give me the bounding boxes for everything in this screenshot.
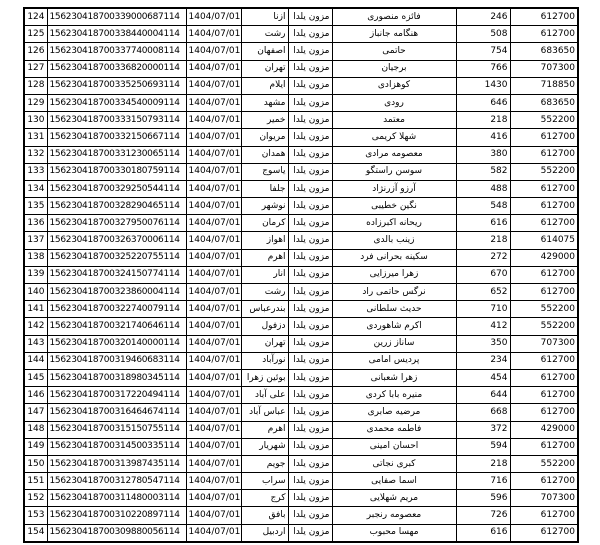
quantity-cell: 350 <box>456 335 510 352</box>
city-cell: انار <box>241 266 288 283</box>
row-number-cell: 136 <box>24 215 47 232</box>
quantity-cell: 380 <box>456 146 510 163</box>
person-name-cell: حدیث سلطانی <box>332 301 456 318</box>
person-name-cell: معتمد <box>332 112 456 129</box>
row-number-cell: 125 <box>24 26 47 43</box>
city-cell: رشت <box>241 284 288 301</box>
amount-cell: 683650 <box>510 43 578 60</box>
tracking-id-cell: 156230418700317220494114 <box>47 387 186 404</box>
tracking-id-cell: 156230418700339000687114 <box>47 8 186 26</box>
date-cell: 1404/07/01 <box>186 232 241 249</box>
tracking-id-cell: 156230418700331230065114 <box>47 146 186 163</box>
person-name-cell: منیره بابا کردی <box>332 387 456 404</box>
tracking-id-cell: 156230418700335250693114 <box>47 77 186 94</box>
shop-name-cell: مزون یلدا <box>288 404 332 421</box>
shop-name-cell: مزون یلدا <box>288 438 332 455</box>
table-row <box>24 180 578 197</box>
shop-name-cell: مزون یلدا <box>288 215 332 232</box>
tracking-id-cell: 156230418700333150793114 <box>47 112 186 129</box>
table-row <box>24 112 578 129</box>
amount-cell: 612700 <box>510 284 578 301</box>
quantity-cell: 488 <box>456 180 510 197</box>
tracking-id-cell: 156230418700315150755114 <box>47 421 186 438</box>
city-cell: تهران <box>241 335 288 352</box>
tracking-id-cell: 156230418700320140000114 <box>47 335 186 352</box>
table-row <box>24 524 578 542</box>
quantity-cell: 372 <box>456 421 510 438</box>
city-cell: اصفهان <box>241 43 288 60</box>
date-cell: 1404/07/01 <box>186 215 241 232</box>
report-table <box>23 7 579 543</box>
amount-cell: 612700 <box>510 266 578 283</box>
person-name-cell: کبری نجاتی <box>332 455 456 472</box>
quantity-cell: 548 <box>456 198 510 215</box>
table-row <box>24 473 578 490</box>
quantity-cell: 646 <box>456 94 510 111</box>
table-row <box>24 284 578 301</box>
shop-name-cell: مزون یلدا <box>288 473 332 490</box>
tracking-id-cell: 156230418700327950076114 <box>47 215 186 232</box>
amount-cell: 552200 <box>510 163 578 180</box>
city-cell: یاسوج <box>241 163 288 180</box>
tracking-id-cell: 156230418700332150667114 <box>47 129 186 146</box>
tracking-id-cell: 156230418700310220897114 <box>47 507 186 524</box>
date-cell: 1404/07/01 <box>186 266 241 283</box>
person-name-cell: ریحانه اکبرزاده <box>332 215 456 232</box>
quantity-cell: 716 <box>456 473 510 490</box>
table-row <box>24 490 578 507</box>
row-number-cell: 127 <box>24 60 47 77</box>
person-name-cell: مرضیه صابری <box>332 404 456 421</box>
row-number-cell: 132 <box>24 146 47 163</box>
person-name-cell: زینب بالدی <box>332 232 456 249</box>
row-number-cell: 131 <box>24 129 47 146</box>
amount-cell: 612700 <box>510 387 578 404</box>
tracking-id-cell: 156230418700322740079114 <box>47 301 186 318</box>
amount-cell: 552200 <box>510 455 578 472</box>
city-cell: ایلام <box>241 77 288 94</box>
table-row <box>24 404 578 421</box>
shop-name-cell: مزون یلدا <box>288 129 332 146</box>
row-number-cell: 152 <box>24 490 47 507</box>
amount-cell: 612700 <box>510 180 578 197</box>
amount-cell: 612700 <box>510 8 578 26</box>
amount-cell: 612700 <box>510 352 578 369</box>
row-number-cell: 154 <box>24 524 47 542</box>
quantity-cell: 710 <box>456 301 510 318</box>
tracking-id-cell: 156230418700309880056114 <box>47 524 186 542</box>
person-name-cell: ساناز زرین <box>332 335 456 352</box>
quantity-cell: 670 <box>456 266 510 283</box>
amount-cell: 683650 <box>510 94 578 111</box>
quantity-cell: 754 <box>456 43 510 60</box>
amount-cell: 612700 <box>510 146 578 163</box>
person-name-cell: معصومه مرادی <box>332 146 456 163</box>
city-cell: ازنا <box>241 8 288 26</box>
person-name-cell: معصومه رنجبر <box>332 507 456 524</box>
shop-name-cell: مزون یلدا <box>288 369 332 386</box>
city-cell: شهریار <box>241 438 288 455</box>
tracking-id-cell: 156230418700313987435114 <box>47 455 186 472</box>
person-name-cell: فائزه منصوری <box>332 8 456 26</box>
amount-cell: 612700 <box>510 438 578 455</box>
row-number-cell: 128 <box>24 77 47 94</box>
tracking-id-cell: 156230418700330180759114 <box>47 163 186 180</box>
date-cell: 1404/07/01 <box>186 421 241 438</box>
person-name-cell: فاطمه محمدی <box>332 421 456 438</box>
row-number-cell: 144 <box>24 352 47 369</box>
date-cell: 1404/07/01 <box>186 146 241 163</box>
table-row <box>24 335 578 352</box>
row-number-cell: 124 <box>24 8 47 26</box>
table-row <box>24 232 578 249</box>
tracking-id-cell: 156230418700321740646114 <box>47 318 186 335</box>
quantity-cell: 246 <box>456 8 510 26</box>
person-name-cell: هنگامه جانباز <box>332 26 456 43</box>
quantity-cell: 218 <box>456 112 510 129</box>
tracking-id-cell: 156230418700324150774114 <box>47 266 186 283</box>
date-cell: 1404/07/01 <box>186 163 241 180</box>
city-cell: کرمان <box>241 215 288 232</box>
tracking-id-cell: 156230418700328290465114 <box>47 198 186 215</box>
quantity-cell: 412 <box>456 318 510 335</box>
tracking-id-cell: 156230418700337740008114 <box>47 43 186 60</box>
amount-cell: 612700 <box>510 369 578 386</box>
date-cell: 1404/07/01 <box>186 180 241 197</box>
row-number-cell: 130 <box>24 112 47 129</box>
person-name-cell: زهرا میرزایی <box>332 266 456 283</box>
quantity-cell: 596 <box>456 490 510 507</box>
table-row <box>24 26 578 43</box>
tracking-id-cell: 156230418700326370006114 <box>47 232 186 249</box>
date-cell: 1404/07/01 <box>186 26 241 43</box>
city-cell: تهران <box>241 60 288 77</box>
table-row <box>24 77 578 94</box>
city-cell: جلفا <box>241 180 288 197</box>
amount-cell: 707300 <box>510 490 578 507</box>
city-cell: عباس آباد <box>241 404 288 421</box>
city-cell: علی آباد <box>241 387 288 404</box>
quantity-cell: 234 <box>456 352 510 369</box>
quantity-cell: 1430 <box>456 77 510 94</box>
row-number-cell: 135 <box>24 198 47 215</box>
shop-name-cell: مزون یلدا <box>288 43 332 60</box>
amount-cell: 612700 <box>510 507 578 524</box>
date-cell: 1404/07/01 <box>186 507 241 524</box>
shop-name-cell: مزون یلدا <box>288 232 332 249</box>
row-number-cell: 137 <box>24 232 47 249</box>
shop-name-cell: مزون یلدا <box>288 524 332 542</box>
city-cell: نورآباد <box>241 352 288 369</box>
shop-name-cell: مزون یلدا <box>288 249 332 266</box>
city-cell: بافق <box>241 507 288 524</box>
amount-cell: 612700 <box>510 129 578 146</box>
date-cell: 1404/07/01 <box>186 94 241 111</box>
shop-name-cell: مزون یلدا <box>288 8 332 26</box>
quantity-cell: 652 <box>456 284 510 301</box>
row-number-cell: 140 <box>24 284 47 301</box>
amount-cell: 612700 <box>510 215 578 232</box>
city-cell: بندرعباس <box>241 301 288 318</box>
shop-name-cell: مزون یلدا <box>288 318 332 335</box>
shop-name-cell: مزون یلدا <box>288 490 332 507</box>
date-cell: 1404/07/01 <box>186 455 241 472</box>
row-number-cell: 134 <box>24 180 47 197</box>
person-name-cell: احسان امینی <box>332 438 456 455</box>
person-name-cell: مهسا محبوب <box>332 524 456 542</box>
city-cell: اردبیل <box>241 524 288 542</box>
city-cell: همدان <box>241 146 288 163</box>
amount-cell: 612700 <box>510 404 578 421</box>
tracking-id-cell: 156230418700314500335114 <box>47 438 186 455</box>
amount-cell: 612700 <box>510 473 578 490</box>
city-cell: مشهد <box>241 94 288 111</box>
row-number-cell: 133 <box>24 163 47 180</box>
date-cell: 1404/07/01 <box>186 284 241 301</box>
shop-name-cell: مزون یلدا <box>288 352 332 369</box>
city-cell: اهواز <box>241 232 288 249</box>
person-name-cell: مریم شهلایی <box>332 490 456 507</box>
city-cell: خمیر <box>241 112 288 129</box>
table-row <box>24 369 578 386</box>
table-row <box>24 352 578 369</box>
table-row <box>24 94 578 111</box>
quantity-cell: 594 <box>456 438 510 455</box>
shop-name-cell: مزون یلدا <box>288 284 332 301</box>
person-name-cell: سکینه بحرانی فرد <box>332 249 456 266</box>
city-cell: رشت <box>241 26 288 43</box>
table-row <box>24 43 578 60</box>
shop-name-cell: مزون یلدا <box>288 77 332 94</box>
tracking-id-cell: 156230418700336820000114 <box>47 60 186 77</box>
city-cell: دزفول <box>241 318 288 335</box>
city-cell: نوشهر <box>241 198 288 215</box>
quantity-cell: 726 <box>456 507 510 524</box>
tracking-id-cell: 156230418700334540009114 <box>47 94 186 111</box>
shop-name-cell: مزون یلدا <box>288 387 332 404</box>
table-row <box>24 421 578 438</box>
shop-name-cell: مزون یلدا <box>288 455 332 472</box>
shop-name-cell: مزون یلدا <box>288 146 332 163</box>
quantity-cell: 416 <box>456 129 510 146</box>
person-name-cell: سوسن راستگو <box>332 163 456 180</box>
amount-cell: 552200 <box>510 112 578 129</box>
amount-cell: 429000 <box>510 421 578 438</box>
row-number-cell: 146 <box>24 387 47 404</box>
tracking-id-cell: 156230418700311480003114 <box>47 490 186 507</box>
table-row <box>24 438 578 455</box>
table-row <box>24 163 578 180</box>
date-cell: 1404/07/01 <box>186 490 241 507</box>
shop-name-cell: مزون یلدا <box>288 163 332 180</box>
person-name-cell: حاتمی <box>332 43 456 60</box>
row-number-cell: 147 <box>24 404 47 421</box>
tracking-id-cell: 156230418700329250544114 <box>47 180 186 197</box>
quantity-cell: 616 <box>456 524 510 542</box>
date-cell: 1404/07/01 <box>186 369 241 386</box>
amount-cell: 614075 <box>510 232 578 249</box>
city-cell: سراب <box>241 473 288 490</box>
person-name-cell: پردیس امامی <box>332 352 456 369</box>
shop-name-cell: مزون یلدا <box>288 301 332 318</box>
tracking-id-cell: 156230418700316464674114 <box>47 404 186 421</box>
city-cell: اهرم <box>241 249 288 266</box>
date-cell: 1404/07/01 <box>186 43 241 60</box>
shop-name-cell: مزون یلدا <box>288 26 332 43</box>
date-cell: 1404/07/01 <box>186 524 241 542</box>
date-cell: 1404/07/01 <box>186 352 241 369</box>
date-cell: 1404/07/01 <box>186 335 241 352</box>
amount-cell: 429000 <box>510 249 578 266</box>
amount-cell: 552200 <box>510 318 578 335</box>
shop-name-cell: مزون یلدا <box>288 507 332 524</box>
row-number-cell: 151 <box>24 473 47 490</box>
quantity-cell: 508 <box>456 26 510 43</box>
table-row <box>24 146 578 163</box>
amount-cell: 612700 <box>510 198 578 215</box>
table-row <box>24 198 578 215</box>
date-cell: 1404/07/01 <box>186 387 241 404</box>
row-number-cell: 142 <box>24 318 47 335</box>
amount-cell: 707300 <box>510 335 578 352</box>
tracking-id-cell: 156230418700338440004114 <box>47 26 186 43</box>
tracking-id-cell: 156230418700312780547114 <box>47 473 186 490</box>
person-name-cell: اکرم شاهوردی <box>332 318 456 335</box>
amount-cell: 718850 <box>510 77 578 94</box>
amount-cell: 707300 <box>510 60 578 77</box>
table-row <box>24 129 578 146</box>
date-cell: 1404/07/01 <box>186 318 241 335</box>
tracking-id-cell: 156230418700319460683114 <box>47 352 186 369</box>
row-number-cell: 143 <box>24 335 47 352</box>
row-number-cell: 141 <box>24 301 47 318</box>
date-cell: 1404/07/01 <box>186 198 241 215</box>
person-name-cell: شهلا کریمی <box>332 129 456 146</box>
shop-name-cell: مزون یلدا <box>288 94 332 111</box>
shop-name-cell: مزون یلدا <box>288 335 332 352</box>
row-number-cell: 149 <box>24 438 47 455</box>
person-name-cell: نرگس حاتمی راد <box>332 284 456 301</box>
table-row <box>24 507 578 524</box>
tracking-id-cell: 156230418700325220755114 <box>47 249 186 266</box>
date-cell: 1404/07/01 <box>186 301 241 318</box>
date-cell: 1404/07/01 <box>186 112 241 129</box>
quantity-cell: 616 <box>456 215 510 232</box>
shop-name-cell: مزون یلدا <box>288 60 332 77</box>
table-row <box>24 455 578 472</box>
shop-name-cell: مزون یلدا <box>288 180 332 197</box>
person-name-cell: اسما صفایی <box>332 473 456 490</box>
quantity-cell: 582 <box>456 163 510 180</box>
amount-cell: 612700 <box>510 524 578 542</box>
date-cell: 1404/07/01 <box>186 60 241 77</box>
date-cell: 1404/07/01 <box>186 8 241 26</box>
quantity-cell: 272 <box>456 249 510 266</box>
shop-name-cell: مزون یلدا <box>288 421 332 438</box>
date-cell: 1404/07/01 <box>186 129 241 146</box>
person-name-cell: آرزو آزرنژاد <box>332 180 456 197</box>
person-name-cell: نگین خطیبی <box>332 198 456 215</box>
date-cell: 1404/07/01 <box>186 438 241 455</box>
table-row <box>24 318 578 335</box>
date-cell: 1404/07/01 <box>186 404 241 421</box>
city-cell: مریوان <box>241 129 288 146</box>
table-row <box>24 387 578 404</box>
row-number-cell: 138 <box>24 249 47 266</box>
city-cell: اهرم <box>241 421 288 438</box>
person-name-cell: کوهزادی <box>332 77 456 94</box>
city-cell: کرج <box>241 490 288 507</box>
row-number-cell: 129 <box>24 94 47 111</box>
person-name-cell: برجیان <box>332 60 456 77</box>
table-row <box>24 215 578 232</box>
tracking-id-cell: 156230418700318980345114 <box>47 369 186 386</box>
quantity-cell: 766 <box>456 60 510 77</box>
row-number-cell: 148 <box>24 421 47 438</box>
amount-cell: 612700 <box>510 26 578 43</box>
quantity-cell: 454 <box>456 369 510 386</box>
date-cell: 1404/07/01 <box>186 249 241 266</box>
city-cell: جویم <box>241 455 288 472</box>
date-cell: 1404/07/01 <box>186 77 241 94</box>
tracking-id-cell: 156230418700323860004114 <box>47 284 186 301</box>
table-row <box>24 60 578 77</box>
row-number-cell: 126 <box>24 43 47 60</box>
report-table-body <box>24 8 578 542</box>
table-row <box>24 8 578 26</box>
date-cell: 1404/07/01 <box>186 473 241 490</box>
shop-name-cell: مزون یلدا <box>288 198 332 215</box>
quantity-cell: 218 <box>456 232 510 249</box>
quantity-cell: 668 <box>456 404 510 421</box>
amount-cell: 552200 <box>510 301 578 318</box>
table-row <box>24 266 578 283</box>
row-number-cell: 145 <box>24 369 47 386</box>
quantity-cell: 218 <box>456 455 510 472</box>
table-row <box>24 249 578 266</box>
quantity-cell: 644 <box>456 387 510 404</box>
row-number-cell: 139 <box>24 266 47 283</box>
row-number-cell: 153 <box>24 507 47 524</box>
shop-name-cell: مزون یلدا <box>288 112 332 129</box>
table-row <box>24 301 578 318</box>
person-name-cell: زهرا شعبانی <box>332 369 456 386</box>
shop-name-cell: مزون یلدا <box>288 266 332 283</box>
row-number-cell: 150 <box>24 455 47 472</box>
city-cell: بوئین زهرا <box>241 369 288 386</box>
person-name-cell: رودی <box>332 94 456 111</box>
